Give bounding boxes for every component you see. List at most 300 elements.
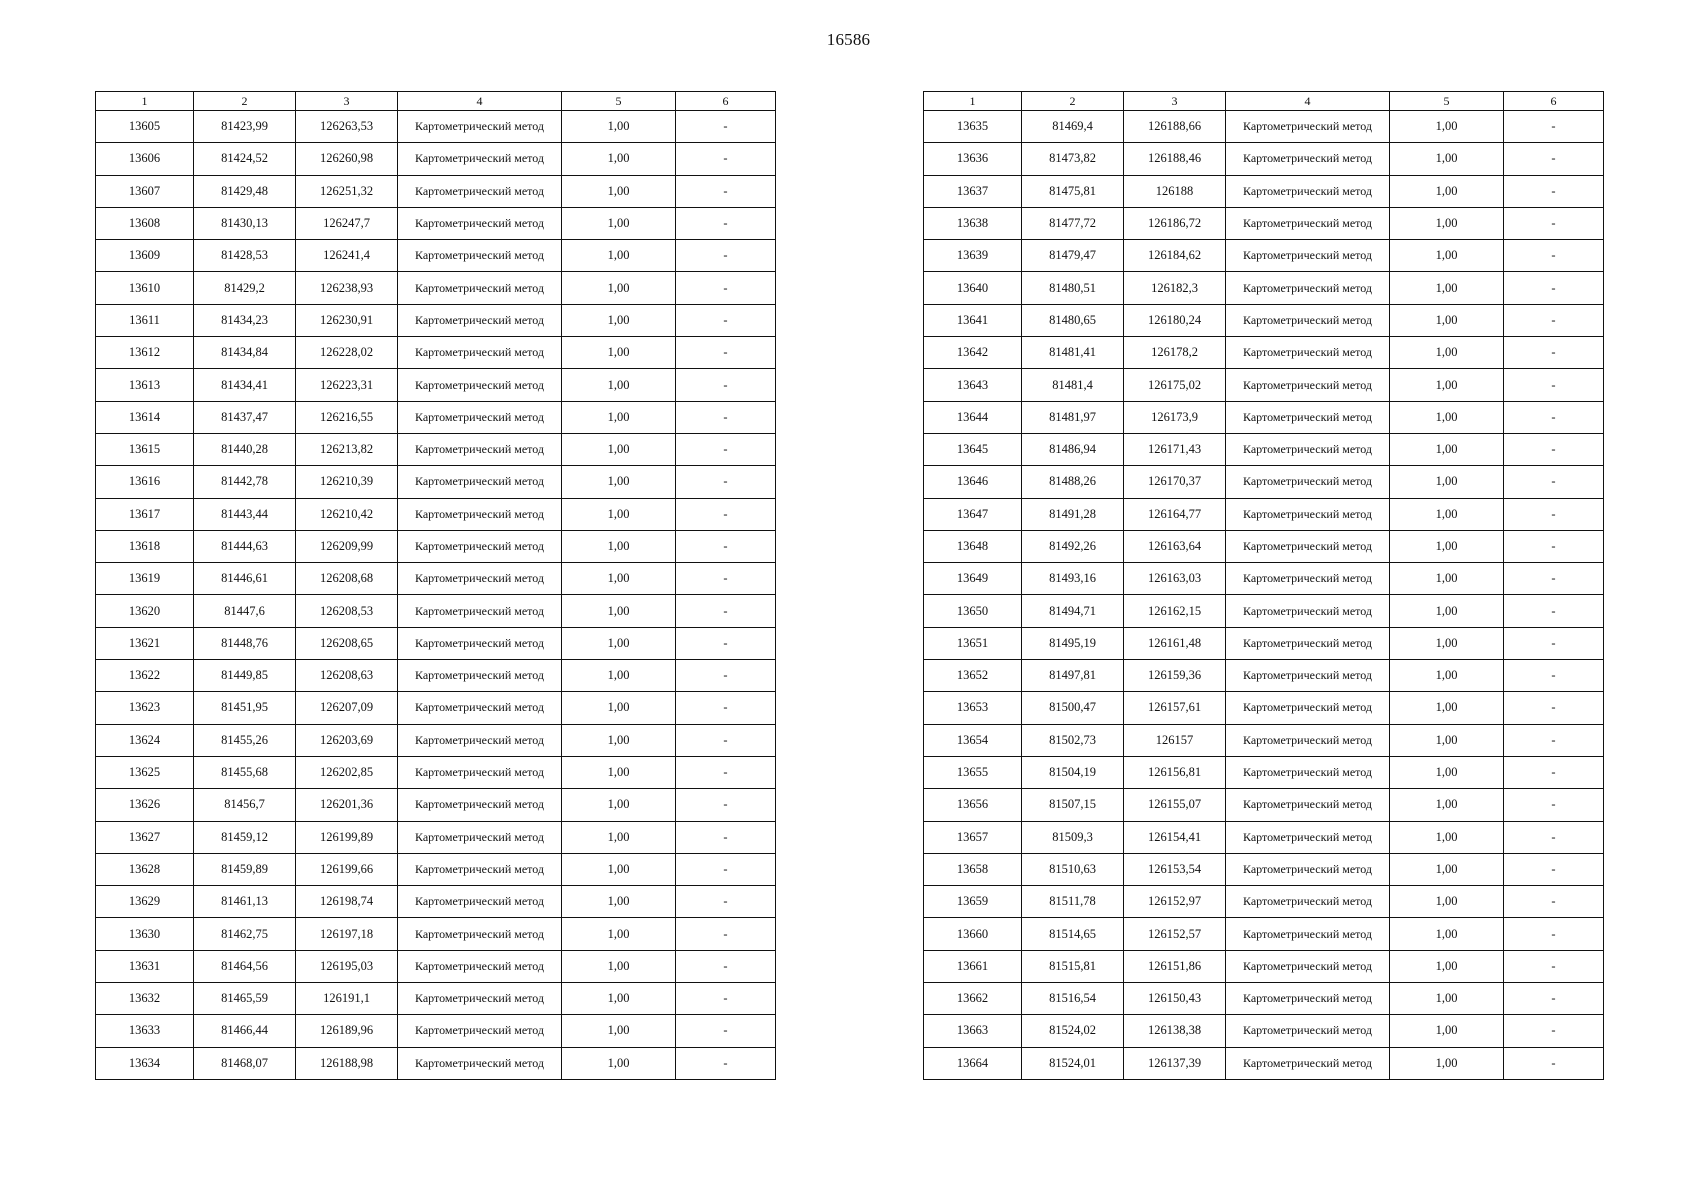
y-coordinate-cell: 126188,66 [1124, 111, 1226, 143]
note-cell: - [1504, 983, 1604, 1015]
accuracy-cell: 1,00 [562, 498, 676, 530]
table-row [96, 1015, 776, 1047]
method-cell: Картометрический метод [398, 853, 562, 885]
x-coordinate-cell: 81502,73 [1022, 724, 1124, 756]
x-coordinate-cell: 81480,51 [1022, 272, 1124, 304]
method-cell: Картометрический метод [398, 207, 562, 239]
method-cell: Картометрический метод [1226, 272, 1390, 304]
x-coordinate-cell: 81514,65 [1022, 918, 1124, 950]
x-coordinate-cell: 81492,26 [1022, 530, 1124, 562]
method-cell: Картометрический метод [1226, 918, 1390, 950]
x-coordinate-cell: 81516,54 [1022, 983, 1124, 1015]
y-coordinate-cell: 126151,86 [1124, 950, 1226, 982]
accuracy-cell: 1,00 [1390, 983, 1504, 1015]
x-coordinate-cell: 81507,15 [1022, 789, 1124, 821]
note-cell: - [1504, 530, 1604, 562]
accuracy-cell: 1,00 [1390, 1047, 1504, 1079]
x-coordinate-cell: 81437,47 [194, 401, 296, 433]
x-coordinate-cell: 81465,59 [194, 983, 296, 1015]
accuracy-cell: 1,00 [562, 950, 676, 982]
accuracy-cell: 1,00 [562, 143, 676, 175]
table-row [924, 143, 1604, 175]
table-row [924, 401, 1604, 433]
point-number-cell: 13619 [96, 563, 194, 595]
point-number-cell: 13630 [96, 918, 194, 950]
column-header-4: 4 [398, 92, 562, 111]
y-coordinate-cell: 126178,2 [1124, 337, 1226, 369]
accuracy-cell: 1,00 [1390, 272, 1504, 304]
point-number-cell: 13655 [924, 756, 1022, 788]
y-coordinate-cell: 126260,98 [296, 143, 398, 175]
x-coordinate-cell: 81515,81 [1022, 950, 1124, 982]
x-coordinate-cell: 81424,52 [194, 143, 296, 175]
note-cell: - [676, 111, 776, 143]
method-cell: Картометрический метод [398, 143, 562, 175]
method-cell: Картометрический метод [398, 627, 562, 659]
method-cell: Картометрический метод [1226, 692, 1390, 724]
column-header-6: 6 [676, 92, 776, 111]
accuracy-cell: 1,00 [1390, 918, 1504, 950]
method-cell: Картометрический метод [1226, 563, 1390, 595]
x-coordinate-cell: 81459,89 [194, 853, 296, 885]
point-number-cell: 13609 [96, 240, 194, 272]
note-cell: - [1504, 724, 1604, 756]
table-row [96, 724, 776, 756]
x-coordinate-cell: 81477,72 [1022, 207, 1124, 239]
y-coordinate-cell: 126189,96 [296, 1015, 398, 1047]
table-row [924, 175, 1604, 207]
point-number-cell: 13650 [924, 595, 1022, 627]
method-cell: Картометрический метод [1226, 789, 1390, 821]
x-coordinate-cell: 81468,07 [194, 1047, 296, 1079]
accuracy-cell: 1,00 [1390, 886, 1504, 918]
y-coordinate-cell: 126238,93 [296, 272, 398, 304]
point-number-cell: 13654 [924, 724, 1022, 756]
table-row [924, 886, 1604, 918]
table-row [96, 595, 776, 627]
column-header-1: 1 [924, 92, 1022, 111]
note-cell: - [1504, 1015, 1604, 1047]
x-coordinate-cell: 81509,3 [1022, 821, 1124, 853]
table-row [96, 175, 776, 207]
y-coordinate-cell: 126188,46 [1124, 143, 1226, 175]
x-coordinate-cell: 81434,23 [194, 304, 296, 336]
table-row [924, 724, 1604, 756]
note-cell: - [676, 143, 776, 175]
accuracy-cell: 1,00 [562, 207, 676, 239]
note-cell: - [1504, 401, 1604, 433]
x-coordinate-cell: 81475,81 [1022, 175, 1124, 207]
note-cell: - [676, 369, 776, 401]
note-cell: - [676, 660, 776, 692]
accuracy-cell: 1,00 [1390, 498, 1504, 530]
y-coordinate-cell: 126223,31 [296, 369, 398, 401]
table-row [924, 304, 1604, 336]
accuracy-cell: 1,00 [1390, 111, 1504, 143]
method-cell: Картометрический метод [398, 337, 562, 369]
point-number-cell: 13620 [96, 595, 194, 627]
note-cell: - [1504, 595, 1604, 627]
note-cell: - [676, 1047, 776, 1079]
x-coordinate-cell: 81495,19 [1022, 627, 1124, 659]
accuracy-cell: 1,00 [1390, 401, 1504, 433]
accuracy-cell: 1,00 [1390, 563, 1504, 595]
x-coordinate-cell: 81480,65 [1022, 304, 1124, 336]
method-cell: Картометрический метод [1226, 143, 1390, 175]
table-row [96, 756, 776, 788]
column-header-2: 2 [194, 92, 296, 111]
point-number-cell: 13610 [96, 272, 194, 304]
x-coordinate-cell: 81491,28 [1022, 498, 1124, 530]
table-row [96, 498, 776, 530]
accuracy-cell: 1,00 [562, 789, 676, 821]
note-cell: - [676, 240, 776, 272]
note-cell: - [1504, 337, 1604, 369]
note-cell: - [676, 530, 776, 562]
y-coordinate-cell: 126198,74 [296, 886, 398, 918]
coordinates-table-right [923, 91, 1604, 1080]
y-coordinate-cell: 126191,1 [296, 983, 398, 1015]
y-coordinate-cell: 126153,54 [1124, 853, 1226, 885]
note-cell: - [1504, 240, 1604, 272]
note-cell: - [676, 918, 776, 950]
x-coordinate-cell: 81469,4 [1022, 111, 1124, 143]
column-header-3: 3 [1124, 92, 1226, 111]
x-coordinate-cell: 81504,19 [1022, 756, 1124, 788]
x-coordinate-cell: 81493,16 [1022, 563, 1124, 595]
y-coordinate-cell: 126162,15 [1124, 595, 1226, 627]
table-row [924, 853, 1604, 885]
point-number-cell: 13613 [96, 369, 194, 401]
y-coordinate-cell: 126188 [1124, 175, 1226, 207]
table-row [96, 1047, 776, 1079]
table-row [96, 369, 776, 401]
y-coordinate-cell: 126203,69 [296, 724, 398, 756]
y-coordinate-cell: 126208,63 [296, 660, 398, 692]
accuracy-cell: 1,00 [1390, 950, 1504, 982]
y-coordinate-cell: 126210,42 [296, 498, 398, 530]
x-coordinate-cell: 81524,01 [1022, 1047, 1124, 1079]
x-coordinate-cell: 81429,48 [194, 175, 296, 207]
table-row [96, 563, 776, 595]
point-number-cell: 13640 [924, 272, 1022, 304]
note-cell: - [676, 207, 776, 239]
y-coordinate-cell: 126138,38 [1124, 1015, 1226, 1047]
x-coordinate-cell: 81456,7 [194, 789, 296, 821]
accuracy-cell: 1,00 [1390, 756, 1504, 788]
x-coordinate-cell: 81448,76 [194, 627, 296, 659]
method-cell: Картометрический метод [398, 466, 562, 498]
point-number-cell: 13611 [96, 304, 194, 336]
y-coordinate-cell: 126170,37 [1124, 466, 1226, 498]
note-cell: - [676, 950, 776, 982]
point-number-cell: 13635 [924, 111, 1022, 143]
y-coordinate-cell: 126157 [1124, 724, 1226, 756]
accuracy-cell: 1,00 [562, 466, 676, 498]
table-header-row [96, 92, 776, 111]
x-coordinate-cell: 81466,44 [194, 1015, 296, 1047]
y-coordinate-cell: 126188,98 [296, 1047, 398, 1079]
note-cell: - [676, 1015, 776, 1047]
note-cell: - [676, 433, 776, 465]
y-coordinate-cell: 126197,18 [296, 918, 398, 950]
x-coordinate-cell: 81461,13 [194, 886, 296, 918]
accuracy-cell: 1,00 [562, 1047, 676, 1079]
accuracy-cell: 1,00 [562, 983, 676, 1015]
method-cell: Картометрический метод [398, 1015, 562, 1047]
note-cell: - [1504, 272, 1604, 304]
x-coordinate-cell: 81488,26 [1022, 466, 1124, 498]
accuracy-cell: 1,00 [562, 918, 676, 950]
accuracy-cell: 1,00 [562, 756, 676, 788]
point-number-cell: 13631 [96, 950, 194, 982]
method-cell: Картометрический метод [398, 304, 562, 336]
table-row [924, 563, 1604, 595]
point-number-cell: 13639 [924, 240, 1022, 272]
y-coordinate-cell: 126164,77 [1124, 498, 1226, 530]
method-cell: Картометрический метод [398, 530, 562, 562]
accuracy-cell: 1,00 [562, 111, 676, 143]
note-cell: - [1504, 563, 1604, 595]
y-coordinate-cell: 126154,41 [1124, 821, 1226, 853]
point-number-cell: 13637 [924, 175, 1022, 207]
x-coordinate-cell: 81434,41 [194, 369, 296, 401]
x-coordinate-cell: 81479,47 [1022, 240, 1124, 272]
accuracy-cell: 1,00 [562, 660, 676, 692]
method-cell: Картометрический метод [398, 175, 562, 207]
point-number-cell: 13622 [96, 660, 194, 692]
note-cell: - [1504, 886, 1604, 918]
table-row [96, 466, 776, 498]
note-cell: - [1504, 369, 1604, 401]
method-cell: Картометрический метод [1226, 240, 1390, 272]
note-cell: - [1504, 692, 1604, 724]
accuracy-cell: 1,00 [1390, 853, 1504, 885]
point-number-cell: 13623 [96, 692, 194, 724]
table-row [96, 950, 776, 982]
x-coordinate-cell: 81500,47 [1022, 692, 1124, 724]
table-row [96, 918, 776, 950]
accuracy-cell: 1,00 [1390, 627, 1504, 659]
point-number-cell: 13629 [96, 886, 194, 918]
accuracy-cell: 1,00 [562, 692, 676, 724]
point-number-cell: 13656 [924, 789, 1022, 821]
method-cell: Картометрический метод [398, 660, 562, 692]
x-coordinate-cell: 81429,2 [194, 272, 296, 304]
y-coordinate-cell: 126208,68 [296, 563, 398, 595]
method-cell: Картометрический метод [1226, 821, 1390, 853]
coordinates-table-left [95, 91, 776, 1080]
note-cell: - [676, 724, 776, 756]
y-coordinate-cell: 126207,09 [296, 692, 398, 724]
y-coordinate-cell: 126171,43 [1124, 433, 1226, 465]
method-cell: Картометрический метод [398, 950, 562, 982]
accuracy-cell: 1,00 [562, 401, 676, 433]
y-coordinate-cell: 126150,43 [1124, 983, 1226, 1015]
note-cell: - [676, 756, 776, 788]
table-row [924, 789, 1604, 821]
note-cell: - [676, 466, 776, 498]
method-cell: Картометрический метод [1226, 724, 1390, 756]
note-cell: - [676, 337, 776, 369]
y-coordinate-cell: 126247,7 [296, 207, 398, 239]
point-number-cell: 13633 [96, 1015, 194, 1047]
method-cell: Картометрический метод [1226, 853, 1390, 885]
table-row [924, 692, 1604, 724]
table-row [924, 369, 1604, 401]
accuracy-cell: 1,00 [1390, 660, 1504, 692]
table-row [924, 595, 1604, 627]
table-row [96, 433, 776, 465]
x-coordinate-cell: 81434,84 [194, 337, 296, 369]
method-cell: Картометрический метод [1226, 175, 1390, 207]
method-cell: Картометрический метод [1226, 983, 1390, 1015]
point-number-cell: 13645 [924, 433, 1022, 465]
note-cell: - [1504, 111, 1604, 143]
y-coordinate-cell: 126182,3 [1124, 272, 1226, 304]
y-coordinate-cell: 126159,36 [1124, 660, 1226, 692]
table-row [924, 1047, 1604, 1079]
note-cell: - [676, 304, 776, 336]
table-row [924, 660, 1604, 692]
note-cell: - [676, 272, 776, 304]
table-row [96, 337, 776, 369]
accuracy-cell: 1,00 [1390, 337, 1504, 369]
accuracy-cell: 1,00 [1390, 595, 1504, 627]
point-number-cell: 13608 [96, 207, 194, 239]
table-row [96, 304, 776, 336]
table-row [96, 821, 776, 853]
x-coordinate-cell: 81440,28 [194, 433, 296, 465]
accuracy-cell: 1,00 [562, 337, 676, 369]
accuracy-cell: 1,00 [562, 530, 676, 562]
method-cell: Картометрический метод [398, 918, 562, 950]
column-header-1: 1 [96, 92, 194, 111]
method-cell: Картометрический метод [1226, 111, 1390, 143]
note-cell: - [1504, 466, 1604, 498]
point-number-cell: 13616 [96, 466, 194, 498]
x-coordinate-cell: 81459,12 [194, 821, 296, 853]
note-cell: - [1504, 821, 1604, 853]
note-cell: - [676, 692, 776, 724]
note-cell: - [1504, 660, 1604, 692]
table-row [96, 272, 776, 304]
method-cell: Картометрический метод [1226, 433, 1390, 465]
x-coordinate-cell: 81455,68 [194, 756, 296, 788]
accuracy-cell: 1,00 [1390, 1015, 1504, 1047]
y-coordinate-cell: 126251,32 [296, 175, 398, 207]
y-coordinate-cell: 126180,24 [1124, 304, 1226, 336]
table-row [924, 627, 1604, 659]
method-cell: Картометрический метод [1226, 337, 1390, 369]
point-number-cell: 13643 [924, 369, 1022, 401]
point-number-cell: 13626 [96, 789, 194, 821]
column-header-5: 5 [562, 92, 676, 111]
accuracy-cell: 1,00 [1390, 433, 1504, 465]
y-coordinate-cell: 126195,03 [296, 950, 398, 982]
table-row [96, 207, 776, 239]
table-row [924, 498, 1604, 530]
x-coordinate-cell: 81524,02 [1022, 1015, 1124, 1047]
table-row [96, 660, 776, 692]
method-cell: Картометрический метод [398, 401, 562, 433]
method-cell: Картометрический метод [398, 724, 562, 756]
table-header-row [924, 92, 1604, 111]
point-number-cell: 13651 [924, 627, 1022, 659]
point-number-cell: 13612 [96, 337, 194, 369]
x-coordinate-cell: 81497,81 [1022, 660, 1124, 692]
column-header-5: 5 [1390, 92, 1504, 111]
y-coordinate-cell: 126241,4 [296, 240, 398, 272]
point-number-cell: 13652 [924, 660, 1022, 692]
x-coordinate-cell: 81473,82 [1022, 143, 1124, 175]
note-cell: - [1504, 853, 1604, 885]
table-row [96, 886, 776, 918]
point-number-cell: 13646 [924, 466, 1022, 498]
table-body [924, 111, 1604, 1080]
accuracy-cell: 1,00 [562, 1015, 676, 1047]
x-coordinate-cell: 81481,41 [1022, 337, 1124, 369]
y-coordinate-cell: 126202,85 [296, 756, 398, 788]
method-cell: Картометрический метод [398, 272, 562, 304]
accuracy-cell: 1,00 [562, 272, 676, 304]
column-header-2: 2 [1022, 92, 1124, 111]
note-cell: - [1504, 498, 1604, 530]
table-row [924, 983, 1604, 1015]
note-cell: - [676, 401, 776, 433]
table-row [924, 272, 1604, 304]
y-coordinate-cell: 126199,66 [296, 853, 398, 885]
note-cell: - [676, 175, 776, 207]
y-coordinate-cell: 126161,48 [1124, 627, 1226, 659]
x-coordinate-cell: 81442,78 [194, 466, 296, 498]
method-cell: Картометрический метод [1226, 207, 1390, 239]
y-coordinate-cell: 126228,02 [296, 337, 398, 369]
note-cell: - [676, 983, 776, 1015]
x-coordinate-cell: 81444,63 [194, 530, 296, 562]
method-cell: Картометрический метод [1226, 1015, 1390, 1047]
note-cell: - [1504, 433, 1604, 465]
point-number-cell: 13641 [924, 304, 1022, 336]
method-cell: Картометрический метод [398, 240, 562, 272]
point-number-cell: 13614 [96, 401, 194, 433]
x-coordinate-cell: 81464,56 [194, 950, 296, 982]
x-coordinate-cell: 81494,71 [1022, 595, 1124, 627]
accuracy-cell: 1,00 [562, 821, 676, 853]
accuracy-cell: 1,00 [562, 886, 676, 918]
y-coordinate-cell: 126152,97 [1124, 886, 1226, 918]
method-cell: Картометрический метод [1226, 1047, 1390, 1079]
method-cell: Картометрический метод [1226, 530, 1390, 562]
point-number-cell: 13662 [924, 983, 1022, 1015]
point-number-cell: 13615 [96, 433, 194, 465]
y-coordinate-cell: 126163,03 [1124, 563, 1226, 595]
y-coordinate-cell: 126186,72 [1124, 207, 1226, 239]
table-body [96, 111, 776, 1080]
method-cell: Картометрический метод [1226, 950, 1390, 982]
accuracy-cell: 1,00 [1390, 369, 1504, 401]
method-cell: Картометрический метод [1226, 369, 1390, 401]
accuracy-cell: 1,00 [562, 369, 676, 401]
note-cell: - [1504, 918, 1604, 950]
method-cell: Картометрический метод [398, 595, 562, 627]
table-row [924, 207, 1604, 239]
accuracy-cell: 1,00 [562, 853, 676, 885]
y-coordinate-cell: 126163,64 [1124, 530, 1226, 562]
table-row [924, 950, 1604, 982]
y-coordinate-cell: 126230,91 [296, 304, 398, 336]
note-cell: - [1504, 304, 1604, 336]
